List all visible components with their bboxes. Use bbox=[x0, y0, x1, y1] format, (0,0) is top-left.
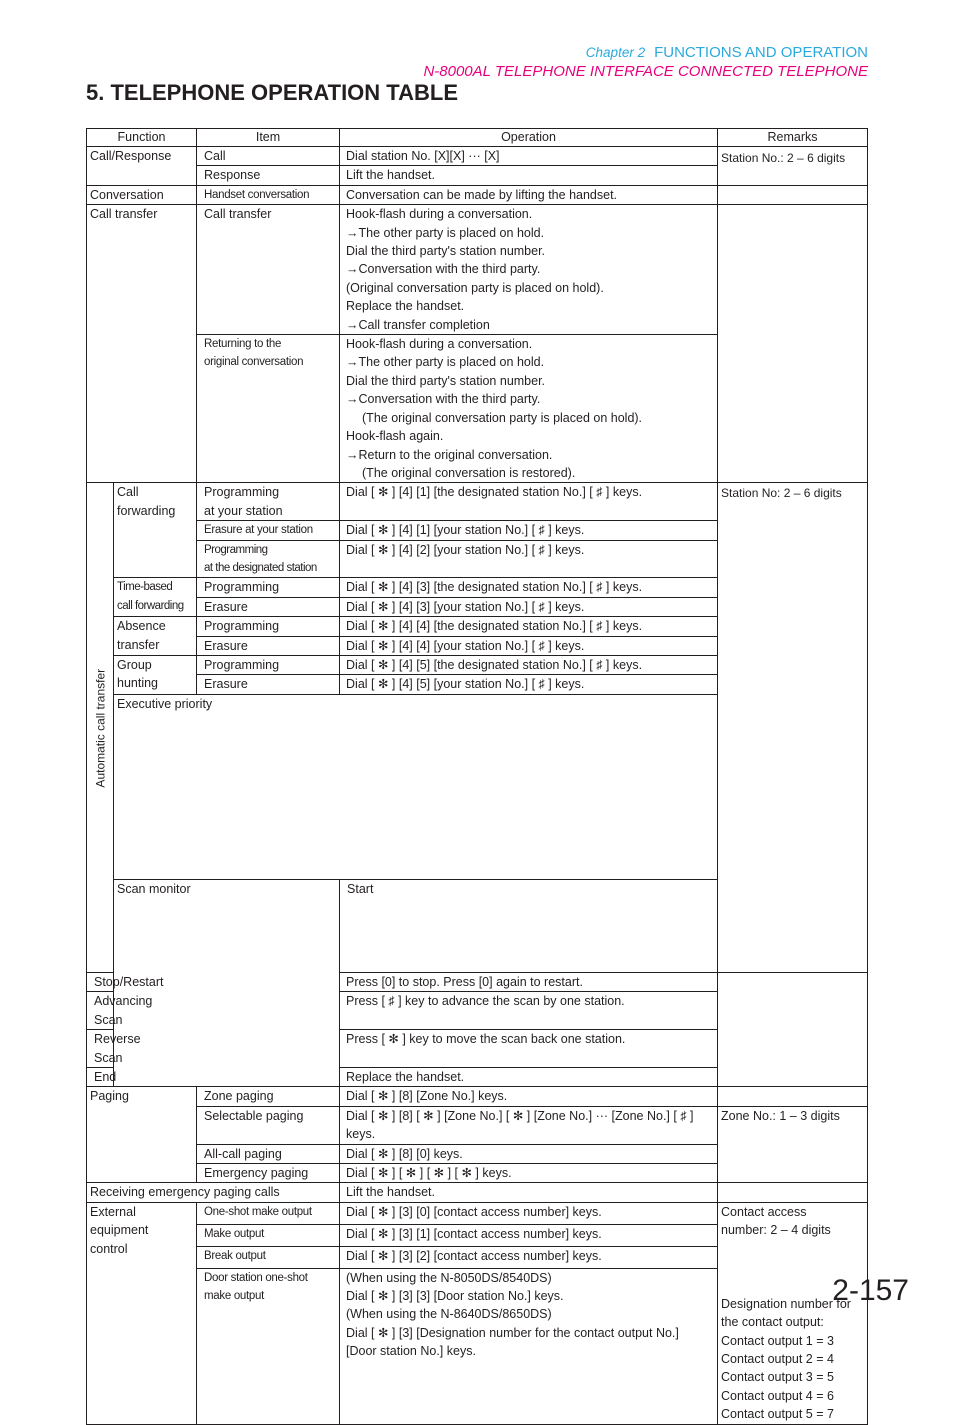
item-cell: Selectable paging bbox=[197, 1106, 340, 1144]
function-cell: Call transfer bbox=[87, 205, 197, 483]
operation-cell: Dial [ ✻ ] [4] [3] [your station No.] [ ♯ ] keys. bbox=[340, 597, 718, 616]
operation-cell: Dial [ ✻ ] [3] [2] [contact access number] keys. bbox=[340, 1246, 718, 1268]
item-cell: Programming bbox=[197, 578, 340, 597]
operation-cell: Press [ ♯ ] key to advance the scan by one station. bbox=[340, 992, 718, 1030]
item-cell: Erasure at your station bbox=[197, 521, 340, 540]
item-cell: Programming at your station bbox=[197, 483, 340, 521]
item-cell: Programming at the designated station bbox=[197, 540, 340, 578]
item-cell: Make output bbox=[197, 1224, 340, 1246]
function-cell: Group hunting bbox=[114, 655, 197, 694]
operation-cell: Dial [ ✻ ] [4] [3] [the designated station No.] [ ♯ ] keys. bbox=[340, 578, 718, 597]
operation-cell: Press [0] to stop. Press [0] again to restart. bbox=[340, 972, 718, 991]
table-row bbox=[87, 185, 868, 204]
item-cell: All-call paging bbox=[197, 1144, 340, 1163]
table-row bbox=[87, 1202, 868, 1224]
function-cell: Executive priority bbox=[114, 694, 718, 879]
function-cell: Time-based call forwarding bbox=[114, 578, 197, 617]
table-header-row bbox=[87, 129, 868, 147]
operation-cell: Dial [ ✻ ] [4] [5] [your station No.] [ ♯ ] keys. bbox=[340, 675, 718, 694]
chapter-header bbox=[586, 44, 868, 61]
function-cell: Paging bbox=[87, 1087, 197, 1183]
item-cell: Emergency paging bbox=[197, 1163, 340, 1182]
function-cell: Conversation bbox=[87, 185, 197, 204]
table-row bbox=[87, 1106, 868, 1144]
arrow-icon bbox=[346, 392, 359, 406]
operation-cell: Hook-flash during a conversation. → The other party is placed on hold. Dial the third party's station number. → Conversation with the third party. (Original conversation party is placed on hold). Replace the handset. → Call transfer completion bbox=[340, 205, 718, 335]
arrow-icon bbox=[346, 226, 359, 240]
item-cell: Programming bbox=[197, 617, 340, 636]
item-cell: Programming bbox=[197, 655, 340, 674]
operation-cell: Dial [ ✻ ] [8] [Zone No.] keys. bbox=[340, 1087, 718, 1106]
arrow-icon bbox=[346, 262, 359, 276]
operation-cell: Dial [ ✻ ] [4] [4] [your station No.] [ ♯ ] keys. bbox=[340, 636, 718, 655]
page-number: 2-157 bbox=[832, 1274, 909, 1307]
column-header: Function bbox=[87, 129, 197, 147]
item-cell: Call transfer bbox=[197, 205, 340, 335]
function-cell: External equipment control bbox=[87, 1202, 197, 1424]
remarks-cell: Contact access number: 2 – 4 digits Designation number for the contact output: Contact output 1 = 3 Contact output 2 = 4 Contact output 3 = 5 Contact output 4 = 6 Contact output 5 = 7 bbox=[718, 1202, 868, 1424]
item-cell: Erasure bbox=[197, 675, 340, 694]
function-cell: Call forwarding bbox=[114, 483, 197, 578]
section-label: FUNCTIONS AND OPERATION bbox=[654, 44, 868, 61]
operation-cell: Dial [ ✻ ] [ ✻ ] [ ✻ ] [ ✻ ] keys. bbox=[340, 1163, 718, 1182]
operation-cell: Dial [ ✻ ] [4] [1] [your station No.] [ ♯ ] keys. bbox=[340, 521, 718, 540]
item-cell: Handset conversation bbox=[197, 185, 340, 204]
arrow-icon bbox=[346, 355, 359, 369]
table-row bbox=[87, 205, 868, 335]
operation-cell: Dial [ ✻ ] [3] [0] [contact access number] keys. bbox=[340, 1202, 718, 1224]
remarks-cell bbox=[718, 185, 868, 204]
column-header: Remarks bbox=[718, 129, 868, 147]
remarks-cell bbox=[718, 1087, 868, 1106]
function-cell: Receiving emergency paging calls bbox=[87, 1183, 340, 1202]
item-cell: One-shot make output bbox=[197, 1202, 340, 1224]
item-cell: Erasure bbox=[197, 597, 340, 616]
item-cell: Returning to the original conversation bbox=[197, 335, 340, 483]
item-cell: Stop/Restart bbox=[87, 972, 114, 991]
table-row bbox=[87, 1087, 868, 1106]
operation-cell: Hook-flash during a conversation. → The other party is placed on hold. Dial the third party's station number. → Conversation with the third party. (The original conversation party is placed on hold). Hook-flash again. → Return to the original conversation. (The original conversation is restored). bbox=[340, 335, 718, 483]
operation-cell: Dial [ ✻ ] [4] [1] [the designated station No.] [ ♯ ] keys. bbox=[340, 483, 718, 521]
function-cell: Call/Response bbox=[87, 147, 197, 186]
operation-cell: Lift the handset. bbox=[340, 1183, 718, 1202]
table-row bbox=[87, 1183, 868, 1202]
operation-cell: Dial [ ✻ ] [8] [ ✻ ] [Zone No.] [ ✻ ] [Zone No.] ··· [Zone No.] [ ♯ ] keys. bbox=[340, 1106, 718, 1144]
column-header: Operation bbox=[340, 129, 718, 147]
operation-cell: Dial [ ✻ ] [4] [4] [the designated station No.] [ ♯ ] keys. bbox=[340, 617, 718, 636]
remarks-cell: Zone No.: 1 – 3 digits bbox=[718, 1106, 868, 1183]
function-cell: Absence transfer bbox=[114, 617, 197, 656]
table-row bbox=[87, 483, 868, 521]
item-cell: End bbox=[87, 1067, 114, 1086]
item-cell: Call bbox=[197, 147, 340, 166]
item-cell: Response bbox=[197, 166, 340, 185]
operation-cell: Dial [ ✻ ] [4] [2] [your station No.] [ ♯ ] keys. bbox=[340, 540, 718, 578]
subtitle-header: N-8000AL TELEPHONE INTERFACE CONNECTED TELEPHONE bbox=[423, 63, 868, 80]
item-cell: Reverse Scan bbox=[87, 1030, 114, 1068]
item-cell: Erasure bbox=[197, 636, 340, 655]
page-title: 5. TELEPHONE OPERATION TABLE bbox=[86, 80, 458, 105]
operation-cell: Dial [ ✻ ] [8] [0] keys. bbox=[340, 1144, 718, 1163]
chapter-label: Chapter 2 bbox=[585, 45, 646, 60]
arrow-icon bbox=[346, 448, 359, 462]
operation-cell: Press [ ✻ ] key to move the scan back one station. bbox=[340, 1030, 718, 1068]
operation-cell: Lift the handset. bbox=[340, 166, 718, 185]
item-cell: Break output bbox=[197, 1246, 340, 1268]
remarks-cell bbox=[718, 1183, 868, 1202]
operation-cell: Replace the handset. bbox=[340, 1067, 718, 1086]
remarks-cell: Station No: 2 – 6 digits bbox=[718, 483, 868, 973]
operation-table bbox=[86, 128, 868, 1425]
auto-transfer-label: Automatic call transfer bbox=[87, 483, 114, 973]
item-cell: Zone paging bbox=[197, 1087, 340, 1106]
operation-cell: Dial [ ✻ ] [4] [5] [the designated station No.] [ ♯ ] keys. bbox=[340, 655, 718, 674]
table-row bbox=[87, 147, 868, 166]
operation-cell: Conversation can be made by lifting the handset. bbox=[340, 185, 718, 204]
function-cell: Scan monitor bbox=[114, 879, 340, 1086]
operation-cell: (When using the N-8050DS/8540DS) Dial [ ✻ ] [3] [3] [Door station No.] keys. (When using the N-8640DS/8650DS) Dial [ ✻ ] [3] [Designation number for the contact output No.] [Door station No.] keys. bbox=[340, 1268, 718, 1424]
operation-cell: Dial [ ✻ ] [3] [1] [contact access number] keys. bbox=[340, 1224, 718, 1246]
remarks-cell bbox=[718, 205, 868, 483]
item-cell: Start bbox=[340, 879, 718, 972]
arrow-icon bbox=[346, 318, 359, 332]
item-cell: Door station one-shot make output bbox=[197, 1268, 340, 1424]
operation-cell: Dial station No. [X][X] ··· [X] bbox=[340, 147, 718, 166]
item-cell: Advancing Scan bbox=[87, 992, 114, 1030]
remarks-cell: Station No.: 2 – 6 digits bbox=[718, 147, 868, 186]
column-header: Item bbox=[197, 129, 340, 147]
